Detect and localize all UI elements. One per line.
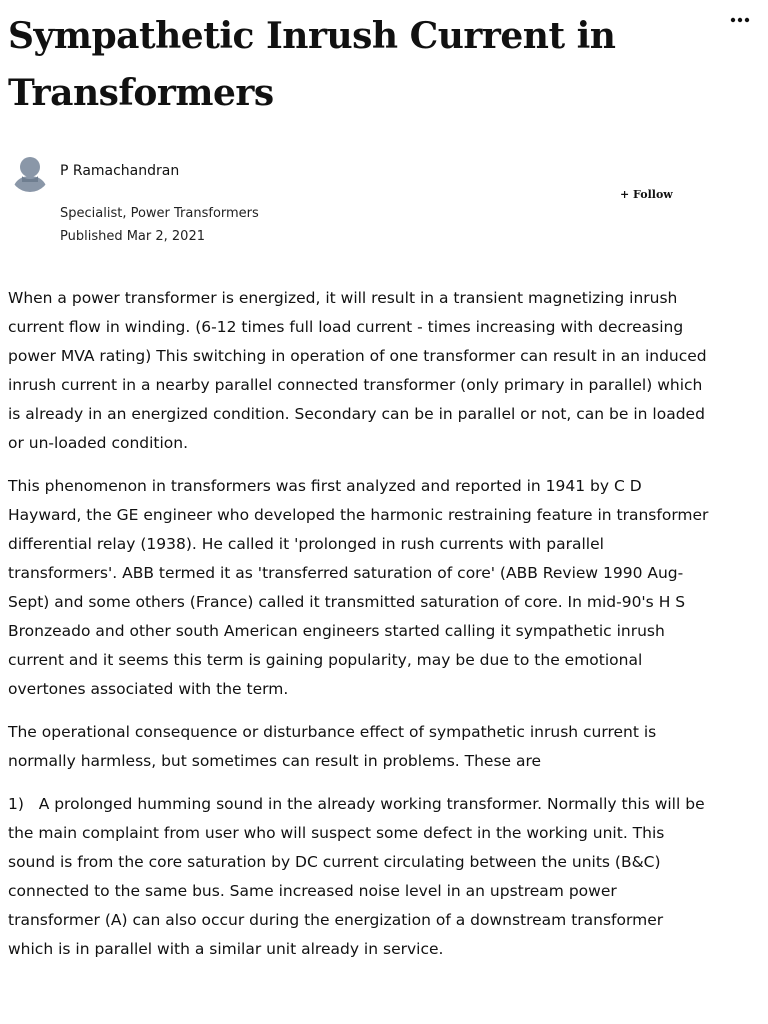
article-paragraph: This phenomenon in transformers was first analyzed and reported in 1941 by C D Hayward, the GE engineer who developed the harmonic restraining feature in transformer differential relay (1938). He called it 'prolonged in rush currents with parallel transformers'. ABB termed it as 'transferred saturation of core' (ABB Review 1990 Aug-Sept) and some others (France) called it transmitted saturation of core. In mid-90's H S Bronzeado and other south American engineers started calling it sympathetic inrush current and it seems this term is gaining popularity, may be due to the emotional overtones associated with the term. [8,477,709,698]
article-title: Sympathetic Inrush Current in Transformers [8,15,616,114]
follow-button[interactable]: + Follow [620,188,673,201]
author-headline: Specialist, Power Transformers [60,206,259,221]
more-horizontal-icon [730,17,750,23]
more-options-button[interactable] [726,6,754,34]
author-card [10,152,750,252]
person-icon [10,152,50,192]
article-paragraph: When a power transformer is energized, it will result in a transient magnetizing inrush current flow in winding. (6-12 times full load current - times increasing with decreasing power MVA rating) This switching in operation of one transformer can result in an induced inrush current in a nearby parallel connected transformer (only primary in parallel) which is already in an energized condition. Secondary can be in parallel or not, can be in loaded or un-loaded condition. [8,289,707,452]
article-body [8,284,712,978]
article-paragraph: The operational consequence or disturbance effect of sympathetic inrush current is normally harmless, but sometimes can result in problems. These are [8,723,657,770]
author-name-link[interactable]: P Ramachandran [60,163,180,179]
published-date: Published Mar 2, 2021 [60,229,205,244]
article-paragraph: 1) A prolonged humming sound in the already working transformer. Normally this will be the main complaint from user who will suspect some defect in the working unit. This sound is from the core saturation by DC current circulating between the units (B&C) connected to the same bus. Same increased noise level in an upstream power transformer (A) can also occur during the energization of a downstream transformer which is in parallel with a similar unit already in service. [8,795,710,958]
author-avatar[interactable] [10,152,50,192]
